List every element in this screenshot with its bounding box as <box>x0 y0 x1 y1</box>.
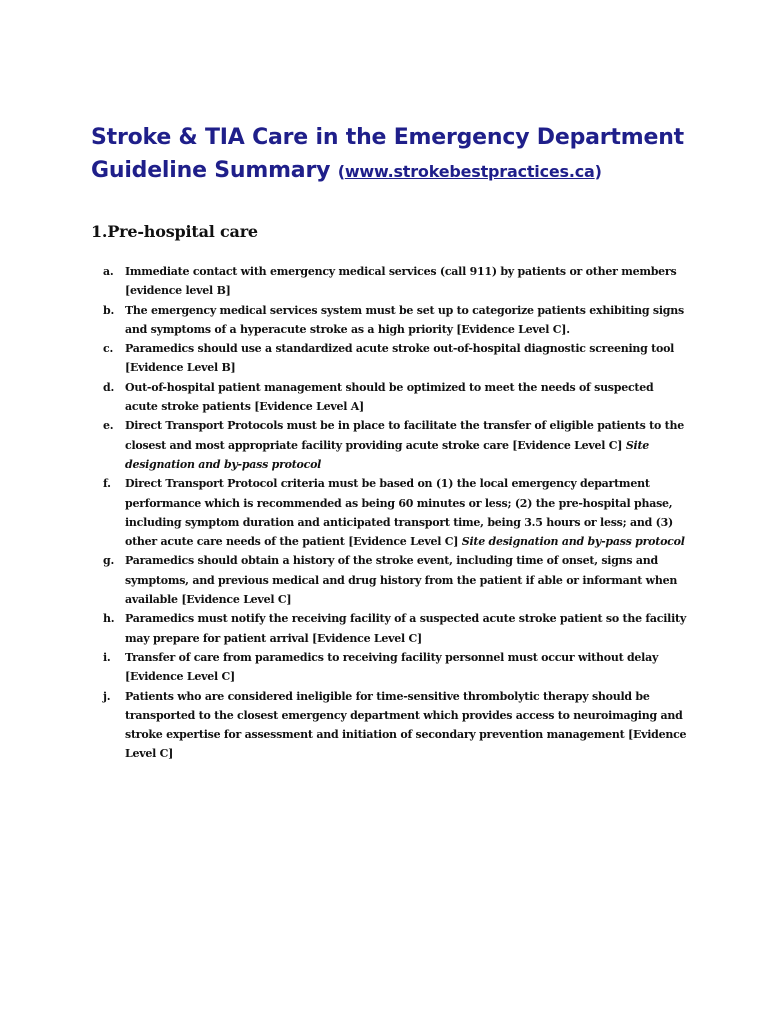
item-text <box>125 648 688 687</box>
item-body: Direct Transport Protocols must be in place to facilitate the transfer of eligible patients to the closest and most appropriate facility providing acute stroke care [Evidence Level C] <box>125 419 684 452</box>
item-body: Paramedics should use a standardized acute stroke out-of-hospital diagnostic screening tool [Evidence Level B] <box>125 342 675 375</box>
guideline-list <box>103 262 688 764</box>
item-marker: h. <box>103 612 115 626</box>
list-item <box>103 416 688 474</box>
list-item <box>103 378 688 417</box>
item-marker: d. <box>103 380 115 394</box>
item-marker: i. <box>103 650 111 664</box>
section-title: Pre-hospital care <box>107 222 258 241</box>
item-body: Transfer of care from paramedics to receiving facility personnel must occur without delay [Evidence Level C] <box>125 650 659 684</box>
title-line-2-text: Guideline Summary <box>91 158 331 183</box>
item-text <box>125 474 688 551</box>
item-body: Direct Transport Protocol criteria must be based on (1) the local emergency department performance which is recommended as being 60 minutes or less; (2) the pre-hospital phase, including symptom duration and anticipated transport time, being 3.5 hours or less; and (3) other acute care needs of the patient [Evidence Level C] <box>125 477 673 549</box>
title-line-2 <box>91 154 731 188</box>
item-body: Immediate contact with emergency medical services (call 911) by patients or other members [evidence level B] <box>125 265 677 298</box>
item-text <box>125 551 688 609</box>
website-link[interactable]: www.strokebestpractices.ca <box>344 162 595 181</box>
item-marker: g. <box>103 554 115 568</box>
list-item <box>103 551 688 609</box>
item-body: Paramedics must notify the receiving facility of a suspected acute stroke patient so the facility may prepare for patient arrival [Evidence Level C] <box>125 612 686 645</box>
item-text <box>125 339 688 378</box>
list-item <box>103 262 688 301</box>
item-marker: e. <box>103 419 114 433</box>
item-italic-note: Site designation and by-pass protocol <box>125 438 650 471</box>
item-marker: c. <box>103 342 114 356</box>
section-number: 1. <box>91 222 108 241</box>
list-item <box>103 474 688 551</box>
item-body: The emergency medical services system must be set up to categorize patients exhibiting signs and symptoms of a hyperacute stroke as a high priority [Evidence Level C]. <box>125 303 684 336</box>
item-italic-note: Site designation and by-pass protocol <box>461 535 685 549</box>
title-line-1: Stroke & TIA Care in the Emergency Department <box>91 125 684 150</box>
item-marker: b. <box>103 303 115 317</box>
list-item <box>103 687 688 764</box>
item-marker: a. <box>103 265 114 278</box>
item-text <box>125 262 688 301</box>
item-text <box>125 301 688 340</box>
item-marker: j. <box>103 689 111 703</box>
item-text <box>125 609 688 648</box>
list-item <box>103 648 688 687</box>
item-body: Patients who are considered ineligible for time-sensitive thrombolytic therapy should be transported to the closest emergency department which provides access to neuroimaging and stroke expertise for assessment and initiation of secondary prevention management [Evidence Level C] <box>125 689 687 761</box>
page-title <box>91 121 731 188</box>
section-heading <box>91 220 258 244</box>
item-body: Out-of-hospital patient management should be optimized to meet the needs of suspected acute stroke patients [Evidence Level A] <box>125 380 654 414</box>
item-text <box>125 416 688 474</box>
list-item <box>103 609 688 648</box>
list-item <box>103 301 688 340</box>
link-close-paren: ) <box>594 162 602 181</box>
website-link-wrapper <box>338 162 602 181</box>
item-text <box>125 687 688 764</box>
list-item <box>103 339 688 378</box>
item-body: Paramedics should obtain a history of the stroke event, including time of onset, signs and symptoms, and previous medical and drug history from the patient if able or informant when available [Evidence Level C] <box>125 554 678 607</box>
item-text <box>125 378 688 417</box>
link-open-paren: ( <box>337 162 345 181</box>
item-marker: f. <box>103 477 111 491</box>
